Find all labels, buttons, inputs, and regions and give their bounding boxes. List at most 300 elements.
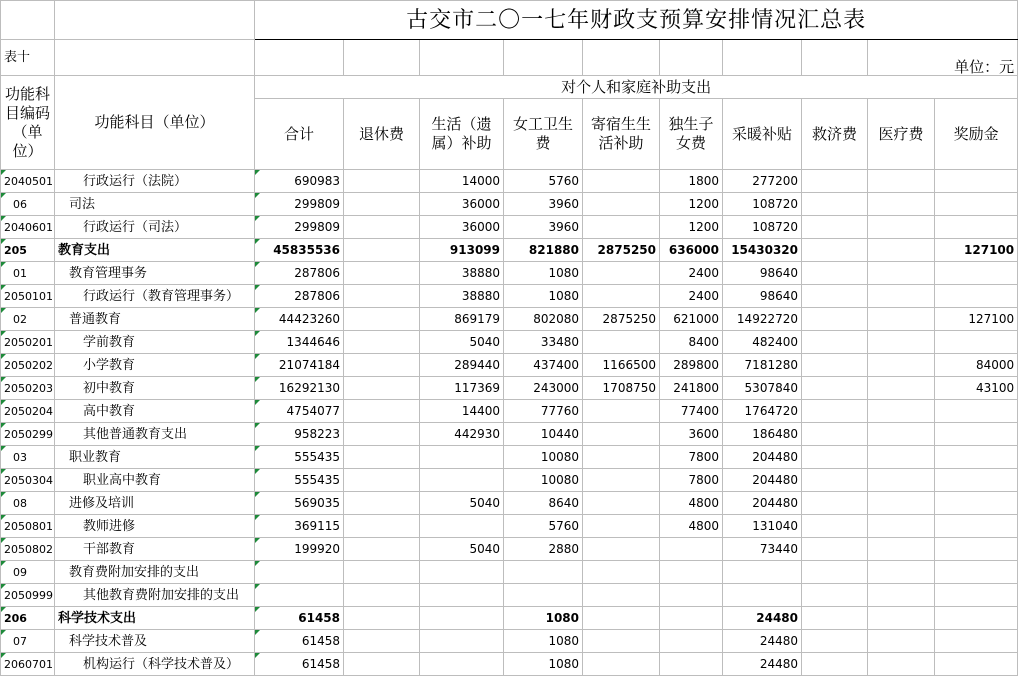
value-cell[interactable]: 1080 [504, 630, 583, 653]
row-code-cell[interactable]: 206 [1, 607, 55, 630]
row-name-cell[interactable]: 进修及培训 [55, 492, 255, 515]
value-cell[interactable]: 108720 [723, 193, 802, 216]
row-name-cell[interactable]: 机构运行（科学技术普及） [55, 653, 255, 676]
value-cell[interactable]: 98640 [723, 262, 802, 285]
value-cell[interactable] [583, 193, 660, 216]
value-cell[interactable]: 2875250 [583, 308, 660, 331]
value-cell[interactable] [420, 561, 504, 584]
value-cell[interactable]: 5040 [420, 331, 504, 354]
header-col: 合计 [255, 99, 344, 170]
value-cell[interactable]: 61458 [255, 630, 344, 653]
row-code-cell[interactable]: 09 [1, 561, 55, 584]
row-name-cell[interactable]: 司法 [55, 193, 255, 216]
value-cell[interactable]: 289800 [660, 354, 723, 377]
value-cell[interactable] [344, 400, 420, 423]
value-cell[interactable]: 7181280 [723, 354, 802, 377]
value-cell[interactable] [583, 561, 660, 584]
value-cell[interactable]: 8640 [504, 492, 583, 515]
value-cell[interactable] [935, 630, 1018, 653]
value-cell[interactable]: 61458 [255, 653, 344, 676]
value-cell[interactable]: 127100 [935, 239, 1018, 262]
value-cell[interactable] [344, 262, 420, 285]
value-cell[interactable] [344, 469, 420, 492]
row-name-cell[interactable]: 教育支出 [55, 239, 255, 262]
value-cell[interactable] [420, 515, 504, 538]
value-cell[interactable]: 2400 [660, 285, 723, 308]
header-col: 采暖补贴 [723, 99, 802, 170]
value-cell[interactable] [868, 515, 935, 538]
value-cell[interactable]: 1200 [660, 216, 723, 239]
value-cell[interactable] [868, 354, 935, 377]
value-cell[interactable] [802, 400, 868, 423]
value-cell[interactable]: 1166500 [583, 354, 660, 377]
value-cell[interactable]: 77760 [504, 400, 583, 423]
value-cell[interactable] [868, 285, 935, 308]
value-cell[interactable]: 10080 [504, 469, 583, 492]
row-name-cell[interactable]: 教师进修 [55, 515, 255, 538]
value-cell[interactable] [802, 469, 868, 492]
value-cell[interactable]: 10440 [504, 423, 583, 446]
value-cell[interactable]: 1080 [504, 607, 583, 630]
value-cell[interactable] [868, 193, 935, 216]
value-cell[interactable] [868, 239, 935, 262]
value-cell[interactable] [504, 561, 583, 584]
value-cell[interactable]: 14400 [420, 400, 504, 423]
value-cell[interactable] [583, 285, 660, 308]
table-row [1, 423, 1018, 446]
value-cell[interactable]: 3960 [504, 216, 583, 239]
row-code-cell[interactable]: 2040601 [1, 216, 55, 239]
value-cell[interactable] [935, 193, 1018, 216]
value-cell[interactable]: 7800 [660, 446, 723, 469]
table-row [1, 538, 1018, 561]
value-cell[interactable]: 204480 [723, 469, 802, 492]
value-cell[interactable]: 869179 [420, 308, 504, 331]
value-cell[interactable]: 289440 [420, 354, 504, 377]
value-cell[interactable] [868, 584, 935, 607]
table-row [1, 354, 1018, 377]
value-cell[interactable]: 36000 [420, 216, 504, 239]
value-cell[interactable]: 569035 [255, 492, 344, 515]
header-col: 生活（遗属）补助 [420, 99, 504, 170]
value-cell[interactable] [583, 630, 660, 653]
value-cell[interactable] [868, 492, 935, 515]
table-row [1, 630, 1018, 653]
value-cell[interactable]: 636000 [660, 239, 723, 262]
row-code-cell[interactable]: 2050801 [1, 515, 55, 538]
value-cell[interactable] [583, 492, 660, 515]
value-cell[interactable] [660, 584, 723, 607]
table-row [1, 239, 1018, 262]
value-cell[interactable]: 1800 [660, 170, 723, 193]
value-cell[interactable] [935, 170, 1018, 193]
value-cell[interactable] [802, 377, 868, 400]
value-cell[interactable] [420, 446, 504, 469]
value-cell[interactable]: 690983 [255, 170, 344, 193]
value-cell[interactable]: 802080 [504, 308, 583, 331]
value-cell[interactable] [504, 584, 583, 607]
value-cell[interactable]: 38880 [420, 262, 504, 285]
table-row [1, 653, 1018, 676]
value-cell[interactable]: 5040 [420, 492, 504, 515]
value-cell[interactable] [802, 515, 868, 538]
value-cell[interactable]: 1708750 [583, 377, 660, 400]
value-cell[interactable] [420, 653, 504, 676]
value-cell[interactable] [802, 561, 868, 584]
table-row [1, 262, 1018, 285]
row-name-cell[interactable]: 高中教育 [55, 400, 255, 423]
value-cell[interactable]: 287806 [255, 262, 344, 285]
value-cell[interactable]: 821880 [504, 239, 583, 262]
value-cell[interactable]: 73440 [723, 538, 802, 561]
value-cell[interactable] [420, 607, 504, 630]
blank-cell[interactable] [55, 1, 255, 40]
value-cell[interactable]: 2880 [504, 538, 583, 561]
row-name-cell[interactable]: 科学技术普及 [55, 630, 255, 653]
value-cell[interactable] [868, 538, 935, 561]
row-code-cell[interactable]: 2050802 [1, 538, 55, 561]
value-cell[interactable] [868, 653, 935, 676]
value-cell[interactable]: 5307840 [723, 377, 802, 400]
value-cell[interactable] [344, 216, 420, 239]
value-cell[interactable]: 1344646 [255, 331, 344, 354]
blank-cell[interactable] [583, 40, 660, 76]
value-cell[interactable] [868, 170, 935, 193]
header-col: 独生子女费 [660, 99, 723, 170]
blank-cell[interactable] [55, 40, 255, 76]
row-code-cell[interactable]: 2050202 [1, 354, 55, 377]
blank-cell[interactable] [255, 40, 344, 76]
value-cell[interactable] [802, 239, 868, 262]
value-cell[interactable] [583, 607, 660, 630]
value-cell[interactable] [344, 285, 420, 308]
header-col: 退休费 [344, 99, 420, 170]
value-cell[interactable] [344, 607, 420, 630]
value-cell[interactable] [935, 446, 1018, 469]
value-cell[interactable] [802, 653, 868, 676]
table-row [1, 469, 1018, 492]
value-cell[interactable] [868, 469, 935, 492]
value-cell[interactable] [723, 584, 802, 607]
value-cell[interactable] [583, 262, 660, 285]
value-cell[interactable] [660, 630, 723, 653]
value-cell[interactable]: 21074184 [255, 354, 344, 377]
value-cell[interactable] [583, 515, 660, 538]
value-cell[interactable] [583, 469, 660, 492]
value-cell[interactable]: 4800 [660, 515, 723, 538]
value-cell[interactable] [868, 308, 935, 331]
row-name-cell[interactable]: 其他普通教育支出 [55, 423, 255, 446]
value-cell[interactable]: 958223 [255, 423, 344, 446]
value-cell[interactable] [802, 193, 868, 216]
value-cell[interactable] [420, 469, 504, 492]
value-cell[interactable] [344, 653, 420, 676]
row-name-cell[interactable]: 小学教育 [55, 354, 255, 377]
header-col: 寄宿生生活补助 [583, 99, 660, 170]
row-code-cell[interactable]: 2050999 [1, 584, 55, 607]
blank-cell[interactable] [723, 40, 802, 76]
value-cell[interactable]: 241800 [660, 377, 723, 400]
row-name-cell[interactable]: 行政运行（司法） [55, 216, 255, 239]
table-row [1, 377, 1018, 400]
value-cell[interactable] [344, 193, 420, 216]
value-cell[interactable] [935, 515, 1018, 538]
value-cell[interactable] [255, 561, 344, 584]
table-row [1, 193, 1018, 216]
value-cell[interactable] [802, 331, 868, 354]
value-cell[interactable]: 84000 [935, 354, 1018, 377]
value-cell[interactable] [868, 446, 935, 469]
value-cell[interactable]: 5040 [420, 538, 504, 561]
value-cell[interactable]: 33480 [504, 331, 583, 354]
value-cell[interactable] [935, 492, 1018, 515]
value-cell[interactable]: 437400 [504, 354, 583, 377]
value-cell[interactable] [660, 607, 723, 630]
row-name-cell[interactable]: 职业教育 [55, 446, 255, 469]
value-cell[interactable]: 36000 [420, 193, 504, 216]
value-cell[interactable] [868, 377, 935, 400]
row-name-cell[interactable]: 教育管理事务 [55, 262, 255, 285]
value-cell[interactable] [935, 469, 1018, 492]
row-name-cell[interactable]: 科学技术支出 [55, 607, 255, 630]
value-cell[interactable] [583, 400, 660, 423]
value-cell[interactable] [868, 630, 935, 653]
row-code-cell[interactable]: 2040501 [1, 170, 55, 193]
blank-cell[interactable] [504, 40, 583, 76]
value-cell[interactable] [723, 561, 802, 584]
row-name-cell[interactable]: 职业高中教育 [55, 469, 255, 492]
value-cell[interactable] [802, 423, 868, 446]
value-cell[interactable]: 555435 [255, 469, 344, 492]
value-cell[interactable]: 14922720 [723, 308, 802, 331]
value-cell[interactable] [802, 216, 868, 239]
value-cell[interactable]: 1080 [504, 262, 583, 285]
value-cell[interactable]: 2875250 [583, 239, 660, 262]
value-cell[interactable] [802, 446, 868, 469]
value-cell[interactable] [344, 446, 420, 469]
header-col: 女工卫生费 [504, 99, 583, 170]
row-name-cell[interactable]: 行政运行（教育管理事务） [55, 285, 255, 308]
row-name-cell[interactable]: 学前教育 [55, 331, 255, 354]
value-cell[interactable]: 913099 [420, 239, 504, 262]
value-cell[interactable] [255, 584, 344, 607]
value-cell[interactable]: 117369 [420, 377, 504, 400]
value-cell[interactable] [583, 170, 660, 193]
value-cell[interactable] [868, 423, 935, 446]
value-cell[interactable] [802, 607, 868, 630]
value-cell[interactable] [344, 239, 420, 262]
blank-cell[interactable] [802, 40, 868, 76]
value-cell[interactable]: 14000 [420, 170, 504, 193]
value-cell[interactable] [583, 331, 660, 354]
value-cell[interactable]: 98640 [723, 285, 802, 308]
value-cell[interactable]: 186480 [723, 423, 802, 446]
value-cell[interactable] [344, 561, 420, 584]
row-code-cell[interactable]: 07 [1, 630, 55, 653]
value-cell[interactable]: 287806 [255, 285, 344, 308]
value-cell[interactable] [935, 584, 1018, 607]
value-cell[interactable]: 16292130 [255, 377, 344, 400]
row-code-cell[interactable]: 2050204 [1, 400, 55, 423]
value-cell[interactable] [344, 630, 420, 653]
value-cell[interactable] [344, 377, 420, 400]
value-cell[interactable] [935, 285, 1018, 308]
value-cell[interactable]: 482400 [723, 331, 802, 354]
value-cell[interactable]: 24480 [723, 653, 802, 676]
value-cell[interactable] [935, 400, 1018, 423]
value-cell[interactable]: 555435 [255, 446, 344, 469]
header-code: 功能科目编码（单位） [1, 76, 55, 170]
value-cell[interactable]: 1080 [504, 653, 583, 676]
blank-cell[interactable] [660, 40, 723, 76]
value-cell[interactable] [868, 331, 935, 354]
row-code-cell[interactable]: 2050101 [1, 285, 55, 308]
value-cell[interactable] [344, 170, 420, 193]
value-cell[interactable]: 44423260 [255, 308, 344, 331]
unit-label: 单位：元 [868, 40, 1018, 76]
value-cell[interactable]: 1200 [660, 193, 723, 216]
value-cell[interactable] [802, 492, 868, 515]
table-row [1, 446, 1018, 469]
value-cell[interactable] [802, 584, 868, 607]
value-cell[interactable]: 15430320 [723, 239, 802, 262]
row-code-cell[interactable]: 06 [1, 193, 55, 216]
value-cell[interactable]: 369115 [255, 515, 344, 538]
value-cell[interactable]: 45835536 [255, 239, 344, 262]
value-cell[interactable] [935, 561, 1018, 584]
value-cell[interactable]: 108720 [723, 216, 802, 239]
value-cell[interactable] [868, 216, 935, 239]
value-cell[interactable] [344, 584, 420, 607]
value-cell[interactable]: 3960 [504, 193, 583, 216]
value-cell[interactable] [420, 630, 504, 653]
value-cell[interactable] [868, 400, 935, 423]
value-cell[interactable] [344, 423, 420, 446]
value-cell[interactable] [868, 262, 935, 285]
value-cell[interactable]: 3600 [660, 423, 723, 446]
value-cell[interactable]: 277200 [723, 170, 802, 193]
value-cell[interactable]: 24480 [723, 607, 802, 630]
value-cell[interactable] [802, 308, 868, 331]
value-cell[interactable]: 199920 [255, 538, 344, 561]
row-code-cell[interactable]: 205 [1, 239, 55, 262]
header-col: 救济费 [802, 99, 868, 170]
row-name-cell[interactable]: 教育费附加安排的支出 [55, 561, 255, 584]
blank-cell[interactable] [420, 40, 504, 76]
table-row [1, 170, 1018, 193]
value-cell[interactable] [583, 653, 660, 676]
value-cell[interactable]: 77400 [660, 400, 723, 423]
value-cell[interactable] [583, 538, 660, 561]
value-cell[interactable] [660, 653, 723, 676]
row-name-cell[interactable]: 干部教育 [55, 538, 255, 561]
value-cell[interactable] [344, 492, 420, 515]
value-cell[interactable] [802, 630, 868, 653]
value-cell[interactable]: 299809 [255, 193, 344, 216]
value-cell[interactable] [935, 538, 1018, 561]
value-cell[interactable]: 1764720 [723, 400, 802, 423]
row-code-cell[interactable]: 2050203 [1, 377, 55, 400]
value-cell[interactable]: 2400 [660, 262, 723, 285]
value-cell[interactable]: 43100 [935, 377, 1018, 400]
value-cell[interactable]: 5760 [504, 515, 583, 538]
blank-cell[interactable] [344, 40, 420, 76]
value-cell[interactable]: 24480 [723, 630, 802, 653]
value-cell[interactable]: 131040 [723, 515, 802, 538]
value-cell[interactable]: 5760 [504, 170, 583, 193]
row-code-cell[interactable]: 2060701 [1, 653, 55, 676]
value-cell[interactable]: 8400 [660, 331, 723, 354]
table-label: 表十 [1, 40, 55, 76]
value-cell[interactable] [935, 653, 1018, 676]
value-cell[interactable] [802, 170, 868, 193]
value-cell[interactable] [935, 331, 1018, 354]
value-cell[interactable]: 127100 [935, 308, 1018, 331]
row-name-cell[interactable]: 行政运行（法院） [55, 170, 255, 193]
value-cell[interactable] [935, 607, 1018, 630]
value-cell[interactable] [660, 561, 723, 584]
value-cell[interactable] [802, 354, 868, 377]
value-cell[interactable]: 442930 [420, 423, 504, 446]
value-cell[interactable] [420, 584, 504, 607]
value-cell[interactable] [583, 216, 660, 239]
value-cell[interactable]: 7800 [660, 469, 723, 492]
value-cell[interactable]: 204480 [723, 492, 802, 515]
value-cell[interactable] [868, 561, 935, 584]
value-cell[interactable] [802, 285, 868, 308]
value-cell[interactable] [660, 538, 723, 561]
row-code-cell[interactable]: 2050201 [1, 331, 55, 354]
value-cell[interactable]: 4800 [660, 492, 723, 515]
blank-cell[interactable] [1, 1, 55, 40]
value-cell[interactable] [935, 262, 1018, 285]
table-row [1, 607, 1018, 630]
value-cell[interactable]: 4754077 [255, 400, 344, 423]
value-cell[interactable] [868, 607, 935, 630]
value-cell[interactable] [344, 308, 420, 331]
value-cell[interactable] [583, 584, 660, 607]
row-code-cell[interactable]: 08 [1, 492, 55, 515]
value-cell[interactable]: 1080 [504, 285, 583, 308]
value-cell[interactable] [583, 423, 660, 446]
value-cell[interactable] [802, 262, 868, 285]
row-name-cell[interactable]: 其他教育费附加安排的支出 [55, 584, 255, 607]
value-cell[interactable] [344, 515, 420, 538]
value-cell[interactable]: 243000 [504, 377, 583, 400]
value-cell[interactable] [344, 538, 420, 561]
row-code-cell[interactable]: 01 [1, 262, 55, 285]
header-col: 奖励金 [935, 99, 1018, 170]
row-name-cell[interactable]: 初中教育 [55, 377, 255, 400]
value-cell[interactable] [935, 216, 1018, 239]
row-code-cell[interactable]: 2050299 [1, 423, 55, 446]
value-cell[interactable] [583, 446, 660, 469]
row-code-cell[interactable]: 02 [1, 308, 55, 331]
value-cell[interactable] [344, 331, 420, 354]
value-cell[interactable]: 621000 [660, 308, 723, 331]
row-code-cell[interactable]: 03 [1, 446, 55, 469]
value-cell[interactable]: 299809 [255, 216, 344, 239]
value-cell[interactable]: 38880 [420, 285, 504, 308]
value-cell[interactable] [344, 354, 420, 377]
value-cell[interactable]: 61458 [255, 607, 344, 630]
value-cell[interactable] [802, 538, 868, 561]
value-cell[interactable]: 10080 [504, 446, 583, 469]
value-cell[interactable] [935, 423, 1018, 446]
row-code-cell[interactable]: 2050304 [1, 469, 55, 492]
row-name-cell[interactable]: 普通教育 [55, 308, 255, 331]
value-cell[interactable]: 204480 [723, 446, 802, 469]
